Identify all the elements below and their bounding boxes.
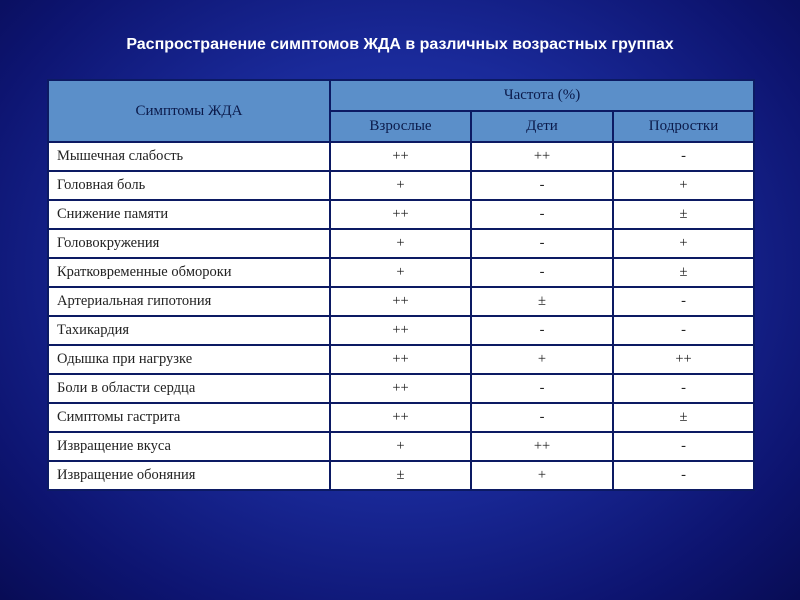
frequency-cell: - <box>613 142 754 171</box>
frequency-cell: + <box>330 432 471 461</box>
frequency-cell: ± <box>613 403 754 432</box>
slide-title: Распространение симптомов ЖДА в различных возрастных группах <box>126 36 674 53</box>
symptom-name: Кратковременные обмороки <box>48 258 330 287</box>
frequency-cell: ± <box>471 287 613 316</box>
symptom-name: Симптомы гастрита <box>48 403 330 432</box>
table-row <box>48 432 754 461</box>
frequency-cell: + <box>330 258 471 287</box>
frequency-cell: - <box>471 200 613 229</box>
header-symptoms: Симптомы ЖДА <box>48 80 330 142</box>
frequency-cell: ± <box>330 461 471 490</box>
table-row <box>48 258 754 287</box>
table-row <box>48 171 754 200</box>
table-row <box>48 316 754 345</box>
symptom-name: Тахикардия <box>48 316 330 345</box>
frequency-cell: - <box>613 374 754 403</box>
frequency-cell: + <box>330 171 471 200</box>
frequency-cell: ± <box>613 200 754 229</box>
frequency-cell: + <box>471 461 613 490</box>
frequency-cell: - <box>471 258 613 287</box>
table-row <box>48 461 754 490</box>
table-row <box>48 229 754 258</box>
table-body <box>48 142 754 490</box>
frequency-cell: + <box>330 229 471 258</box>
symptom-name: Мышечная слабость <box>48 142 330 171</box>
symptom-name: Извращение вкуса <box>48 432 330 461</box>
frequency-cell: ++ <box>330 374 471 403</box>
header-group-children: Дети <box>471 111 613 142</box>
table-row <box>48 345 754 374</box>
frequency-cell: - <box>471 403 613 432</box>
frequency-cell: - <box>471 229 613 258</box>
symptom-name: Одышка при нагрузке <box>48 345 330 374</box>
symptom-name: Боли в области сердца <box>48 374 330 403</box>
frequency-cell: ++ <box>471 142 613 171</box>
frequency-cell: + <box>613 229 754 258</box>
frequency-cell: - <box>613 461 754 490</box>
frequency-cell: ++ <box>471 432 613 461</box>
frequency-cell: ± <box>613 258 754 287</box>
frequency-cell: - <box>471 171 613 200</box>
frequency-cell: ++ <box>330 142 471 171</box>
frequency-cell: ++ <box>330 345 471 374</box>
header-group-teens: Подростки <box>613 111 754 142</box>
frequency-cell: - <box>471 374 613 403</box>
frequency-cell: ++ <box>613 345 754 374</box>
table-row <box>48 287 754 316</box>
frequency-cell: - <box>613 432 754 461</box>
symptom-name: Извращение обоняния <box>48 461 330 490</box>
symptoms-table <box>47 79 755 491</box>
symptom-name: Головокружения <box>48 229 330 258</box>
symptom-name: Головная боль <box>48 171 330 200</box>
frequency-cell: ++ <box>330 287 471 316</box>
frequency-cell: ++ <box>330 316 471 345</box>
frequency-cell: + <box>613 171 754 200</box>
table-row <box>48 142 754 171</box>
frequency-cell: ++ <box>330 403 471 432</box>
symptom-name: Снижение памяти <box>48 200 330 229</box>
table-row <box>48 374 754 403</box>
symptom-name: Артериальная гипотония <box>48 287 330 316</box>
frequency-cell: - <box>613 287 754 316</box>
header-group-adults: Взрослые <box>330 111 471 142</box>
table-row <box>48 200 754 229</box>
table-row <box>48 403 754 432</box>
frequency-cell: - <box>471 316 613 345</box>
frequency-cell: ++ <box>330 200 471 229</box>
header-frequency: Частота (%) <box>330 80 754 111</box>
frequency-cell: + <box>471 345 613 374</box>
frequency-cell: - <box>613 316 754 345</box>
